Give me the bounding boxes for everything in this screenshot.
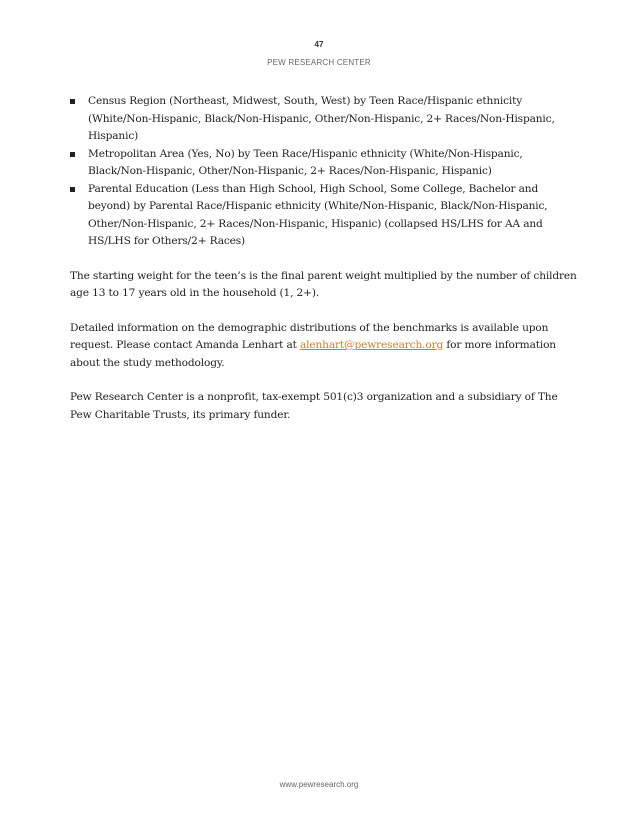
footer-url: www.pewresearch.org bbox=[279, 780, 359, 789]
email-link[interactable]: alenhart@pewresearch.org bbox=[299, 339, 444, 351]
list-item bbox=[70, 93, 578, 146]
weight-paragraph: The starting weight for the teen’s is the final parent weight multiplied by the number of children age 13 to 17 years old in the household (1, 2+). bbox=[70, 269, 577, 299]
square-bullet-icon bbox=[70, 187, 75, 192]
square-bullet-icon bbox=[70, 99, 75, 104]
header-organization: PEW RESEARCH CENTER bbox=[267, 58, 371, 67]
list-item-text: Metropolitan Area (Yes, No) by Teen Race/Hispanic ethnicity (White/Non-Hispanic, Black/Non-Hispanic, Other/Non-Hispanic, 2+ Races/Non-Hispanic, Hispanic) bbox=[88, 147, 523, 177]
contact-text-after: for more information about the study methodology. bbox=[70, 339, 556, 369]
list-item-text: Census Region (Northeast, Midwest, South, West) by Teen Race/Hispanic ethnicity (White/Non-Hispanic, Black/Non-Hispanic, Other/Non-Hispanic, 2+ Races/Non-Hispanic, Hispanic) bbox=[88, 95, 555, 142]
list-item bbox=[70, 146, 578, 181]
weighting-variables-list bbox=[70, 93, 578, 251]
list-item bbox=[70, 181, 578, 251]
document-body bbox=[70, 93, 578, 424]
about-paragraph: Pew Research Center is a nonprofit, tax-exempt 501(c)3 organization and a subsidiary of The Pew Charitable Trusts, its primary funder. bbox=[70, 391, 558, 421]
list-item-text: Parental Education (Less than High School, High School, Some College, Bachelor and beyond) by Parental Race/Hispanic ethnicity (White/Non-Hispanic, Black/Non-Hispanic, Other/Non-Hispanic, 2+ Races/Non-Hispanic, Hispanic) (collapsed HS/LHS for AA and HS/LHS for Others/2+ Races) bbox=[88, 182, 548, 247]
contact-paragraph bbox=[70, 320, 578, 373]
page-number: 47 bbox=[314, 40, 324, 49]
contact-text-before: Detailed information on the demographic distributions of the benchmarks is available upon request. Please contact Amanda Lenhart at bbox=[70, 321, 549, 351]
square-bullet-icon bbox=[70, 152, 75, 157]
